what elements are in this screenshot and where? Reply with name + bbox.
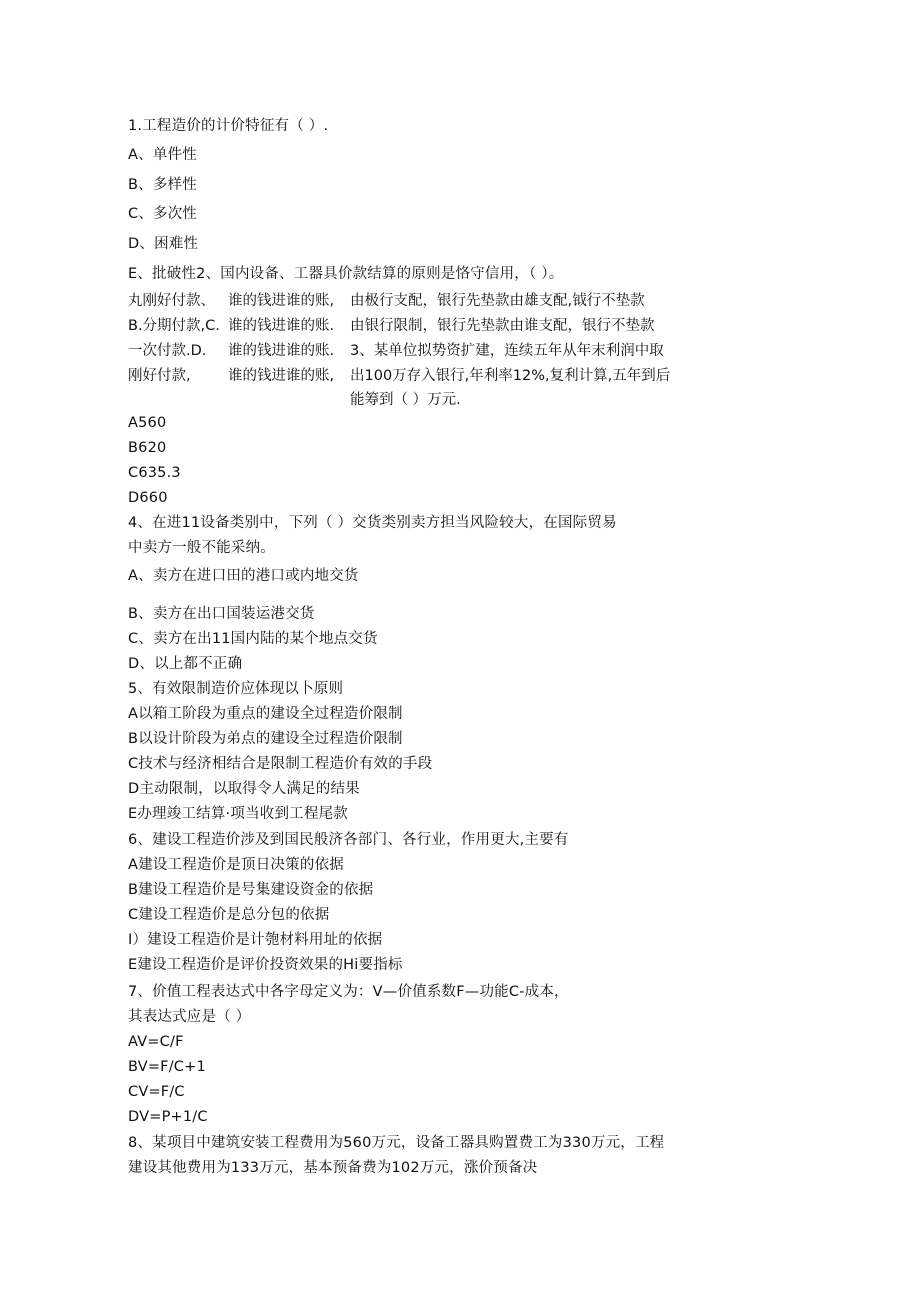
q2-col-c-row-1: 由极行支配，银行先垫款由雄支配,钺行不垫款 bbox=[350, 293, 645, 309]
q2-col-b-row-4: 谁的钱进谁的账, bbox=[228, 368, 335, 384]
q4-stem-line-1: 4、在进11设备类别中，下列（ ）交货类别卖方担当风险较大，在国际贸易 bbox=[128, 515, 617, 531]
q3-stem-line-2: 出100万存入银行,年利率12%,复利计算,五年到后 bbox=[350, 368, 671, 384]
q8-stem-line-1: 8、某项目中建筑安装工程费用为560万元，设备工器具购置费工为330万元，工程 bbox=[128, 1135, 665, 1151]
q2-col-b-row-1: 谁的钱进谁的账, bbox=[228, 293, 335, 309]
q2-col-c-row-2: 由银行限制，银行先垫款由谁支配，银行不垫款 bbox=[350, 318, 655, 334]
q2-col-a-row-3: 一次付款.D. bbox=[128, 343, 207, 359]
q2-col-a-row-2: B.分期付款,C. bbox=[128, 318, 220, 334]
q7-option-d: DV=P+1/C bbox=[128, 1109, 208, 1125]
q5-option-a: A以箱工阶段为重点的建设全过程造价限制 bbox=[128, 706, 403, 722]
q6-option-e: E建设工程造价是评价投资效果的Hi要指标 bbox=[128, 957, 403, 973]
q1-option-a: A、单件性 bbox=[128, 147, 197, 163]
q5-stem: 5、有效限制造价应体现以卜原则 bbox=[128, 681, 344, 697]
q3-option-a: A560 bbox=[128, 415, 167, 431]
q5-option-b: B以设计阶段为弟点的建设全过程造价限制 bbox=[128, 731, 403, 747]
q3-stem-line-1: 3、某单位拟势资扩建，连续五年从年末利润中取 bbox=[350, 343, 664, 359]
q3-option-c: C635.3 bbox=[128, 465, 181, 481]
q2-col-a-row-1: 丸刚好付款、 bbox=[128, 293, 215, 309]
q7-option-a: AV=C/F bbox=[128, 1034, 184, 1050]
q6-option-a: A建设工程造价是顶日决策的依据 bbox=[128, 857, 344, 873]
q1-stem: 1.工程造价的计价特征有（ ）. bbox=[128, 118, 329, 134]
q6-stem: 6、建设工程造价涉及到国民般济各部门、各行业，作用更大,主要有 bbox=[128, 832, 569, 848]
q4-option-a: A、卖方在进口田的港口或内地交货 bbox=[128, 568, 359, 584]
q1-option-e-q2-stem: E、批破性2、国内设备、工器具价款结算的原则是恪守信用，（ ）。 bbox=[128, 266, 564, 282]
q4-option-d: D、以上都不正确 bbox=[128, 656, 243, 672]
q4-option-c: C、卖方在出11国内陆的某个地点交货 bbox=[128, 631, 378, 647]
q5-option-d: D主动限制，以取得令人满足的结果 bbox=[128, 781, 360, 797]
q2-col-a-row-4: 刚好付款, bbox=[128, 368, 191, 384]
q7-stem-line-2: 其表达式应是（ ） bbox=[128, 1009, 251, 1025]
q2-col-b-row-3: 谁的钱进谁的账. bbox=[228, 343, 335, 359]
q7-option-c: CV=F/C bbox=[128, 1084, 185, 1100]
q1-option-c: C、多次性 bbox=[128, 206, 198, 222]
q6-option-b: B建设工程造价是号集建设资金的依据 bbox=[128, 882, 374, 898]
q5-option-c: C技术与经济相结合是限制工程造价有效的手段 bbox=[128, 756, 433, 772]
q7-stem-line-1: 7、价值工程表达式中各字母定义为：V—价值系数F—功能C-成本， bbox=[128, 984, 569, 1000]
q2-col-b-row-2: 谁的钱进谁的账. bbox=[228, 318, 335, 334]
q8-stem-line-2: 建设其他费用为133万元，基本预备费为102万元，涨价预备决 bbox=[128, 1160, 538, 1176]
q7-option-b: BV=F/C+1 bbox=[128, 1059, 206, 1075]
q5-option-e: E办理竣工结算·项当收到工程尾款 bbox=[128, 806, 348, 822]
q1-option-b: B、多样性 bbox=[128, 177, 197, 193]
q3-option-b: B620 bbox=[128, 440, 167, 456]
q6-option-d: I）建设工程造价是计匏材料用址的依据 bbox=[128, 932, 383, 948]
q3-option-d: D660 bbox=[128, 490, 168, 506]
q3-stem-line-3: 能筹到（ ）万元. bbox=[350, 392, 461, 408]
q4-stem-line-2: 中卖方一般不能采纳。 bbox=[128, 540, 275, 556]
q1-option-d: D、困难性 bbox=[128, 236, 199, 252]
q4-option-b: B、卖方在出口国装运港交货 bbox=[128, 606, 315, 622]
q6-option-c: C建设工程造价是总分包的依据 bbox=[128, 907, 330, 923]
